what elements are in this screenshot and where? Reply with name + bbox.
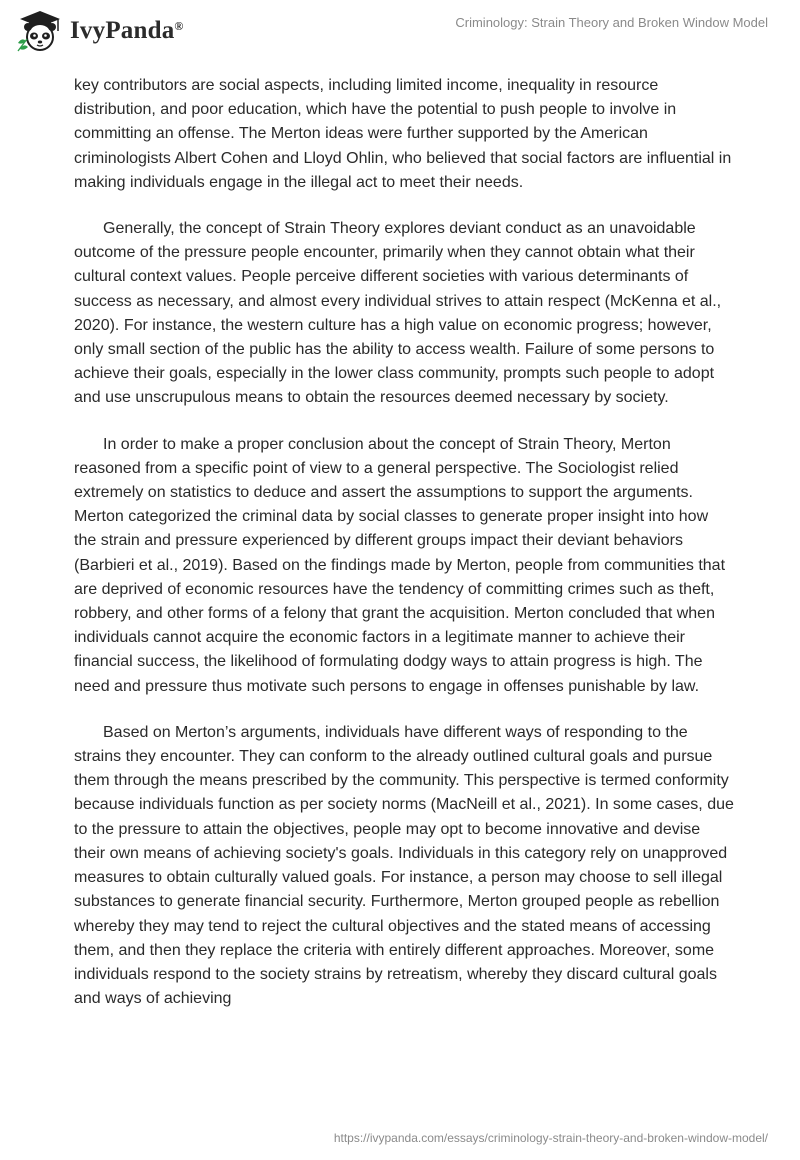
document-title: Criminology: Strain Theory and Broken Window Model — [455, 15, 768, 30]
panda-graduate-icon — [14, 9, 66, 53]
ivypanda-logo[interactable] — [14, 9, 184, 53]
paragraph-2: Generally, the concept of Strain Theory explores deviant conduct as an unavoidable outcome of the pressure people encounter, primarily when they cannot obtain what their cultural context values. People perceive different societies with various determinants of success as necessary, and almost every individual strives to attain respect (McKenna et al., 2020). For instance, the western culture has a high value on economic progress; however, only small section of the public has the ability to access wealth. Failure of some persons to achieve their goals, especially in the lower class community, prompts such people to adopt and use unscrupulous means to obtain the resources deemed necessary by society. — [74, 220, 722, 407]
logo-wordmark — [70, 17, 184, 45]
paragraph-4: Based on Merton’s arguments, individuals have different ways of responding to the strains they encounter. They can conform to the already outlined cultural goals and pursue them through the means prescribed by the community. This perspective is termed conformity because individuals function as per society norms (MacNeill et al., 2021). In some cases, due to the pressure to attain the objectives, people may opt to become innovative and devise their own means of achieving society's goals. Individuals in this category rely on unapproved measures to obtain culturally valued goals. For instance, a person may choose to sell illegal substances to generate financial security. Furthermore, Merton grouped people as rebellion whereby they may tend to reject the cultural objectives and the stated means of accessing them, and then they replace the criteria with entirely different approaches. Moreover, some individuals respond to the society strains by retreatism, whereby they discard cultural goals and ways of achieving — [74, 723, 734, 1008]
paragraph-3: In order to make a proper conclusion about the concept of Strain Theory, Merton reasoned from a specific point of view to a general perspective. The Sociologist relied extremely on statistics to deduce and assert the assumptions to support the arguments. Merton categorized the criminal data by social classes to generate proper insight into how the strain and pressure experienced by different groups impact their deviant behaviors (Barbieri et al., 2019). Based on the findings made by Merton, people from communities that are deprived of economic resources have the tendency of committing crimes such as theft, robbery, and other forms of a felony that grant the acquisition. Merton concluded that when individuals cannot acquire the economic factors in a legitimate manner to achieve their financial success, the likelihood of formulating dodgy ways to attain progress is high. The need and pressure thus motivate such persons to engage in offenses punishable by law. — [74, 435, 726, 695]
essay-body — [74, 74, 734, 1033]
registered-mark: ® — [174, 19, 184, 33]
logo-name: IvyPanda — [70, 17, 175, 44]
source-url[interactable]: https://ivypanda.com/essays/criminology-strain-theory-and-broken-window-model/ — [333, 1131, 768, 1145]
paragraph-1: key contributors are social aspects, including limited income, inequality in resource distribution, and poor education, which have the potential to push people to involve in committing an offense. The Merton ideas were further supported by the American criminologists Albert Cohen and Lloyd Ohlin, who believed that social factors are influential in making individuals engage in the illegal act to meet their needs. — [74, 77, 732, 191]
page-header — [0, 0, 800, 62]
